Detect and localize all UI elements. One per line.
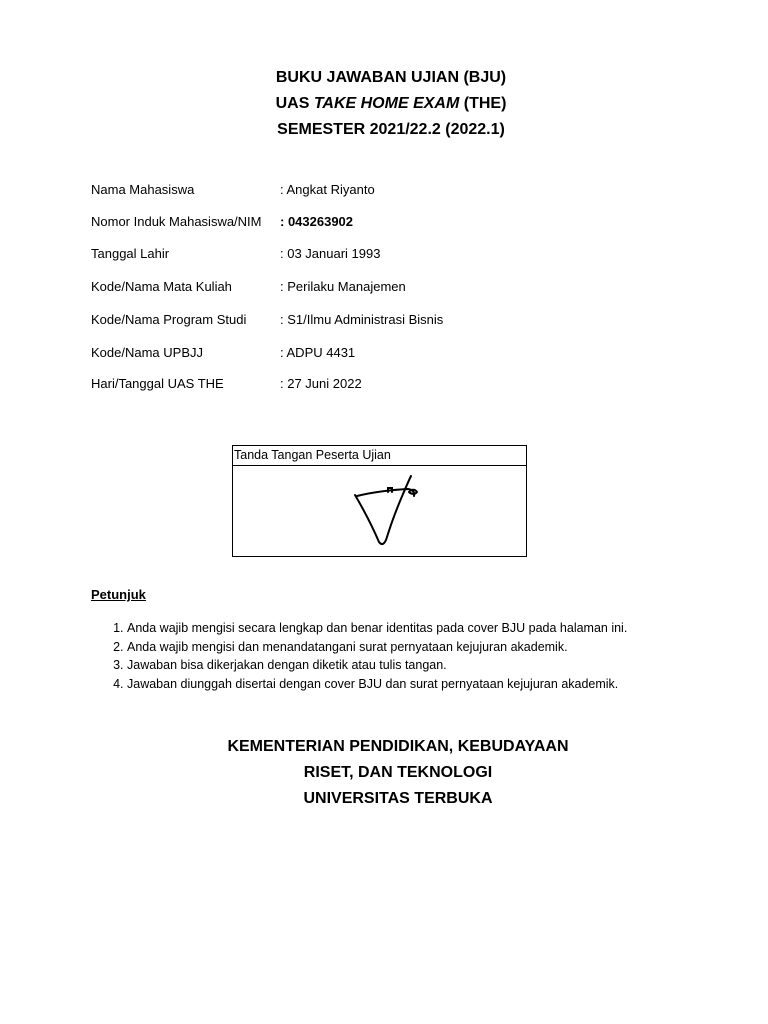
identity-value: : 27 Juni 2022	[280, 376, 362, 391]
footer-line3: UNIVERSITAS TERBUKA	[303, 790, 493, 807]
footer-line2: RISET, DAN TEKNOLOGI	[303, 764, 493, 781]
doc-title-line3: SEMESTER 2021/22.2 (2022.1)	[277, 121, 505, 138]
list-item: 1. Anda wajib mengisi secara lengkap dan benar identitas pada cover BJU pada halaman ini.	[127, 619, 747, 638]
identity-value: : Angkat Riyanto	[280, 182, 375, 197]
list-item: 3. Jawaban bisa dikerjakan dengan diketik atau tulis tangan.	[127, 656, 747, 675]
signature-image	[233, 466, 526, 556]
identity-label: Kode/Nama Program Studi	[91, 312, 247, 327]
doc-title-line2-prefix: UAS	[275, 95, 314, 112]
identity-value: : Perilaku Manajemen	[280, 279, 406, 294]
instructions-list	[113, 619, 747, 693]
doc-title-line1: BUKU JAWABAN UJIAN (BJU)	[275, 69, 507, 86]
identity-value: : ADPU 4431	[280, 345, 356, 360]
doc-title-line2-italic: TAKE HOME EXAM	[313, 95, 460, 112]
doc-title-line2	[0, 92, 768, 116]
instructions-heading: Petunjuk	[91, 587, 146, 602]
identity-value: : 03 Januari 1993	[280, 246, 381, 261]
signature-box	[232, 445, 527, 557]
footer-line1: KEMENTERIAN PENDIDIKAN, KEBUDAYAAN	[227, 738, 569, 755]
identity-label: Tanggal Lahir	[91, 246, 170, 261]
identity-value: : S1/Ilmu Administrasi Bisnis	[280, 312, 444, 327]
identity-label: Nama Mahasiswa	[91, 182, 195, 197]
list-item: 4. Jawaban diunggah disertai dengan cover BJU dan surat pernyataan kejujuran akademik.	[127, 675, 747, 694]
identity-label: Kode/Nama Mata Kuliah	[91, 279, 232, 294]
list-item: 2. Anda wajib mengisi dan menandatangani surat pernyataan kejujuran akademik.	[127, 638, 747, 657]
identity-label: Nomor Induk Mahasiswa/NIM	[91, 214, 262, 229]
signature-heading: Tanda Tangan Peserta Ujian	[233, 446, 526, 466]
identity-label: Hari/Tanggal UAS THE	[91, 376, 224, 391]
identity-label: Kode/Nama UPBJJ	[91, 345, 203, 360]
identity-value: : 043263902	[280, 214, 354, 229]
doc-title-line2-suffix: (THE)	[459, 95, 507, 112]
